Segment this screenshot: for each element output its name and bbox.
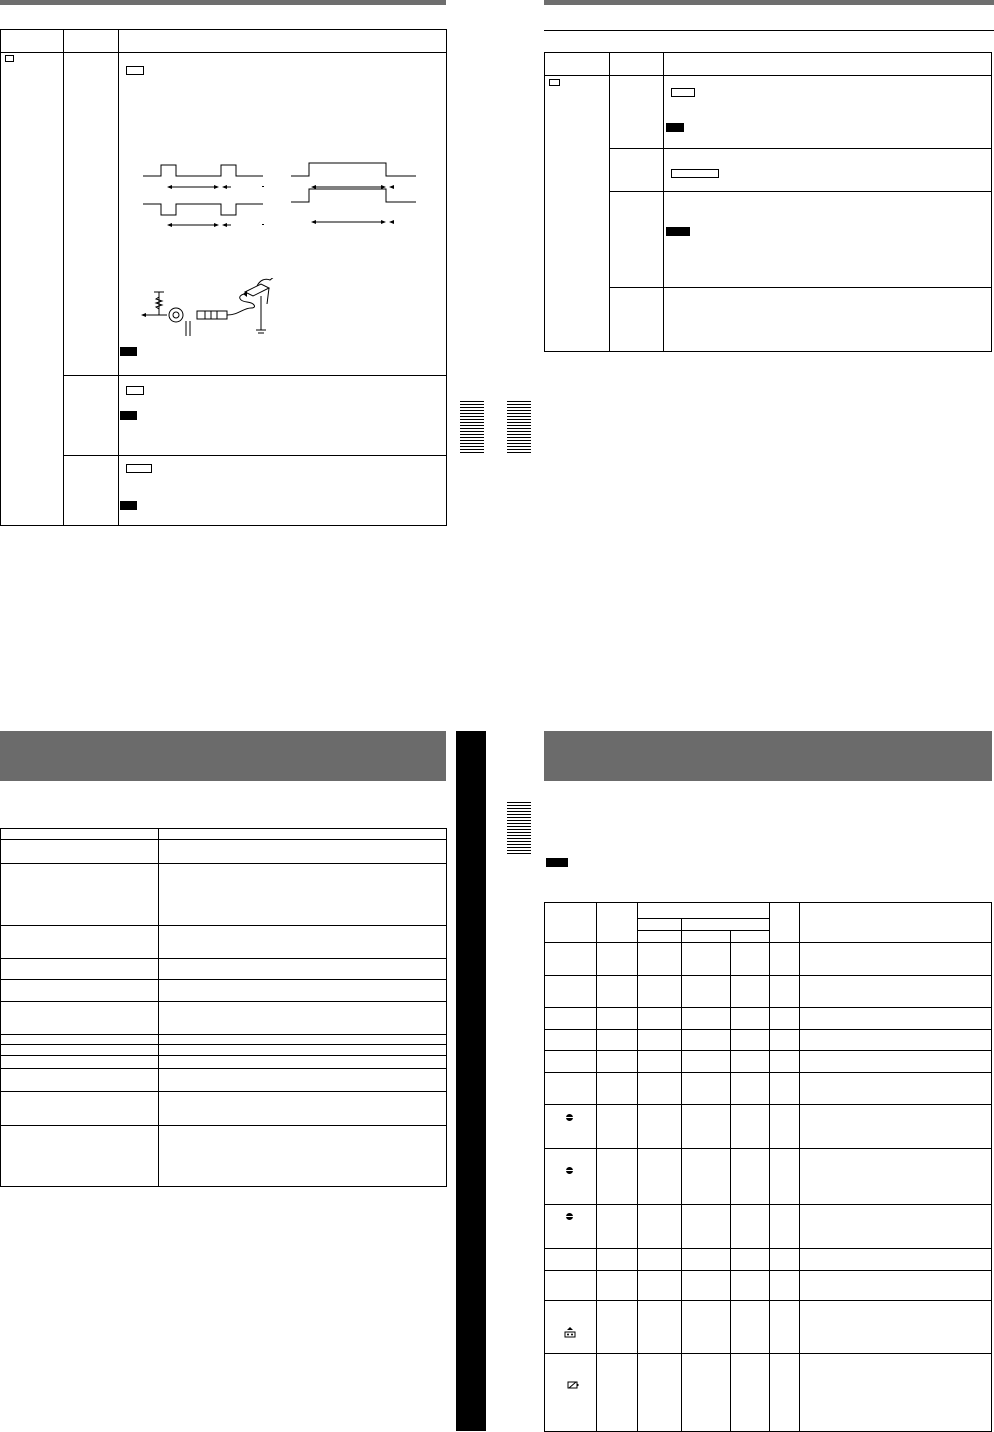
column-divider: [596, 903, 597, 1431]
column-divider: [799, 903, 800, 1431]
index-tab-bar: [456, 731, 486, 1431]
jack-outer: [169, 308, 183, 322]
setting-label-box: [126, 386, 144, 395]
plug-body: [197, 311, 227, 319]
column-divider: [63, 30, 64, 525]
row-divider: [609, 148, 991, 149]
note-label-block: [120, 411, 137, 420]
arrow-head: [222, 185, 227, 189]
setting-label-box: [671, 169, 719, 178]
row-divider: [545, 1050, 991, 1051]
waveform-line: [291, 189, 416, 202]
row-divider: [545, 1204, 991, 1205]
foot-switch-connection-diagram: [139, 278, 289, 342]
bottom-right-section-banner: [544, 731, 992, 781]
top-left-header-rule: [0, 0, 446, 5]
bottom-right-table: [544, 902, 992, 1432]
row-divider: [609, 191, 991, 192]
setting-label-box: [126, 66, 144, 75]
top-left-table: [0, 29, 447, 526]
arrow-head: [222, 223, 227, 227]
disc-icon: [566, 1167, 573, 1174]
note-label-block: [546, 858, 568, 867]
battery-icon: [567, 1381, 579, 1389]
column-divider: [637, 903, 638, 1431]
arrow-head: [311, 185, 316, 189]
column-divider: [663, 53, 664, 351]
display-icon: [5, 55, 14, 62]
row-divider: [545, 1248, 991, 1249]
arrow-head: [381, 220, 386, 224]
bottom-left-table: [0, 828, 447, 1187]
row-divider: [1, 1001, 446, 1002]
arrow-head: [141, 313, 146, 317]
top-right-table: [544, 52, 992, 352]
row-divider: [1, 863, 446, 864]
column-divider: [681, 918, 682, 1431]
arrow-head: [389, 185, 394, 189]
row-divider: [545, 1270, 991, 1271]
column-divider: [609, 53, 610, 351]
row-divider: [1, 1125, 446, 1126]
waveform-line: [143, 165, 263, 176]
row-divider: [545, 942, 991, 943]
column-divider: [158, 829, 159, 1186]
column-divider: [730, 930, 731, 1431]
row-divider: [609, 287, 991, 288]
index-tab-stripes: [507, 401, 531, 455]
row-divider: [1, 839, 446, 840]
note-label-block: [120, 501, 137, 510]
rtc-icon: [549, 79, 560, 86]
header-divider: [637, 918, 769, 919]
table-header-divider: [1, 52, 446, 53]
arrow-head: [389, 220, 394, 224]
arrow-head: [167, 223, 172, 227]
arrow-head: [381, 185, 386, 189]
row-divider: [1, 958, 446, 959]
pulse-timing-diagram-a: [131, 158, 431, 233]
note-label-block: [120, 347, 137, 356]
waveform-line: [291, 163, 416, 176]
note-label-block: [666, 227, 690, 236]
setting-label-box: [126, 464, 152, 473]
column-divider: [769, 903, 770, 1431]
arrow-head: [167, 185, 172, 189]
disc-icon: [566, 1114, 573, 1121]
disc-icon: [566, 1213, 573, 1220]
index-tab-stripes: [460, 401, 484, 455]
waveform-line: [143, 204, 263, 215]
row-divider: [63, 455, 446, 456]
top-right-subheader-rule: [544, 30, 994, 31]
row-divider: [1, 979, 446, 980]
row-divider: [545, 1029, 991, 1030]
note-label-block: [666, 123, 684, 132]
foot-shape: [257, 278, 275, 304]
bottom-left-section-banner: [0, 731, 446, 781]
row-divider: [1, 1091, 446, 1092]
jack-inner: [173, 312, 179, 318]
table-header-divider: [545, 75, 991, 76]
index-tab-stripes: [507, 802, 531, 856]
arrow-head: [214, 185, 219, 189]
cassette-eject-icon: [564, 1327, 576, 1338]
row-divider: [545, 975, 991, 976]
tick-mark: [262, 186, 264, 187]
row-divider: [545, 1072, 991, 1073]
header-divider: [637, 930, 769, 931]
row-divider: [545, 1300, 991, 1301]
row-divider: [545, 1007, 991, 1008]
tick-mark: [262, 224, 264, 225]
row-divider: [545, 1104, 991, 1105]
row-divider: [545, 1353, 991, 1354]
row-divider: [545, 1148, 991, 1149]
row-divider: [63, 375, 446, 376]
row-divider: [1, 1044, 446, 1045]
row-divider: [1, 925, 446, 926]
cable: [227, 294, 254, 315]
setting-label-box: [671, 88, 695, 97]
column-divider: [118, 30, 119, 525]
arrow-head: [311, 220, 316, 224]
row-divider: [1, 1055, 446, 1056]
row-divider: [1, 1034, 446, 1035]
arrow-head: [214, 223, 219, 227]
top-right-header-rule: [544, 0, 994, 5]
row-divider: [1, 1068, 446, 1069]
